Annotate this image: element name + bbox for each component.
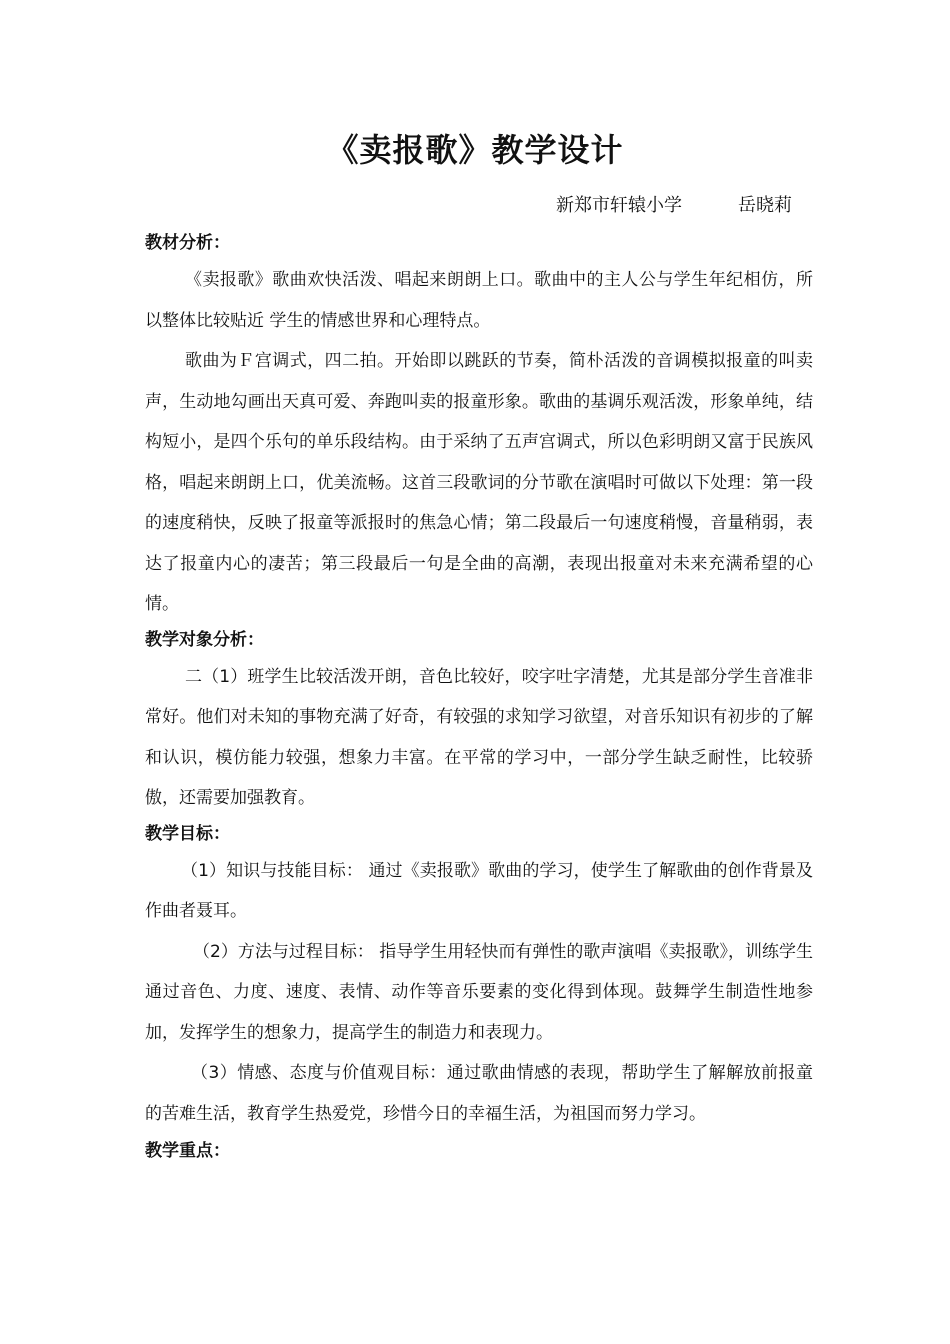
heading-student-analysis: 教学对象分析： bbox=[145, 629, 264, 650]
document-title: 《卖报歌》教学设计 bbox=[326, 131, 624, 169]
goal-knowledge-skills: （1）知识与技能目标： 通过《卖报歌》歌曲的学习，使学生了解歌曲的创作背景及作曲者聂耳。 bbox=[145, 860, 813, 921]
goal-process-methods: （2）方法与过程目标： 指导学生用轻快而有弹性的歌声演唱《卖报歌》，训练学生通过音色、力度、速度、表情、动作等音乐要素的变化得到体现。鼓舞学生制造性地参加，发挥学生的想象力，提高学生的制造力和表现力。 bbox=[145, 941, 813, 1043]
author-name: 岳晓莉 bbox=[738, 195, 792, 216]
heading-material-analysis: 教材分析： bbox=[145, 233, 230, 253]
material-paragraph-2: 歌曲为Ｆ宫调式，四二拍。开始即以跳跃的节奏，简朴活泼的音调模拟报童的叫卖声，生动地勾画出天真可爱、奔跑叫卖的报童形象。歌曲的基调乐观活泼，形象单纯，结构短小，是四个乐句的单乐段结构。由于采纳了五声宫调式，所以色彩明朗又富于民族风格，唱起来朗朗上口，优美流畅。这首三段歌词的分节歌在演唱时可做以下处理：第一段的速度稍快，反映了报童等派报时的焦急心情；第二段最后一句速度稍慢，音量稍弱，表达了报童内心的凄苦；第三段最后一句是全曲的高潮，表现出报童对未来充满希望的心情。 bbox=[145, 351, 813, 614]
material-paragraph-1: 《卖报歌》歌曲欢快活泼、唱起来朗朗上口。歌曲中的主人公与学生年纪相仿，所以整体比较贴近 学生的情感世界和心理特点。 bbox=[145, 270, 813, 331]
goal-emotion-values: （3）情感、态度与价值观目标：通过歌曲情感的表现，帮助学生了解解放前报童的苦难生活，教育学生热爱党，珍惜今日的幸福生活，为祖国而努力学习。 bbox=[145, 1063, 813, 1124]
students-paragraph-1: 二（1）班学生比较活泼开朗，音色比较好，咬字吐字清楚，尤其是部分学生音准非常好。他们对未知的事物充满了好奇，有较强的求知学习欲望，对音乐知识有初步的了解和认识，模仿能力较强，想象力丰富。在平常的学习中，一部分学生缺乏耐性，比较骄傲，还需要加强教育。 bbox=[145, 666, 813, 808]
heading-teaching-goals: 教学目标： bbox=[145, 823, 230, 844]
document-body bbox=[145, 230, 813, 1174]
author-school: 新郑市轩辕小学 bbox=[556, 195, 682, 216]
author-line bbox=[556, 193, 792, 219]
heading-teaching-focus: 教学重点： bbox=[145, 1141, 230, 1161]
